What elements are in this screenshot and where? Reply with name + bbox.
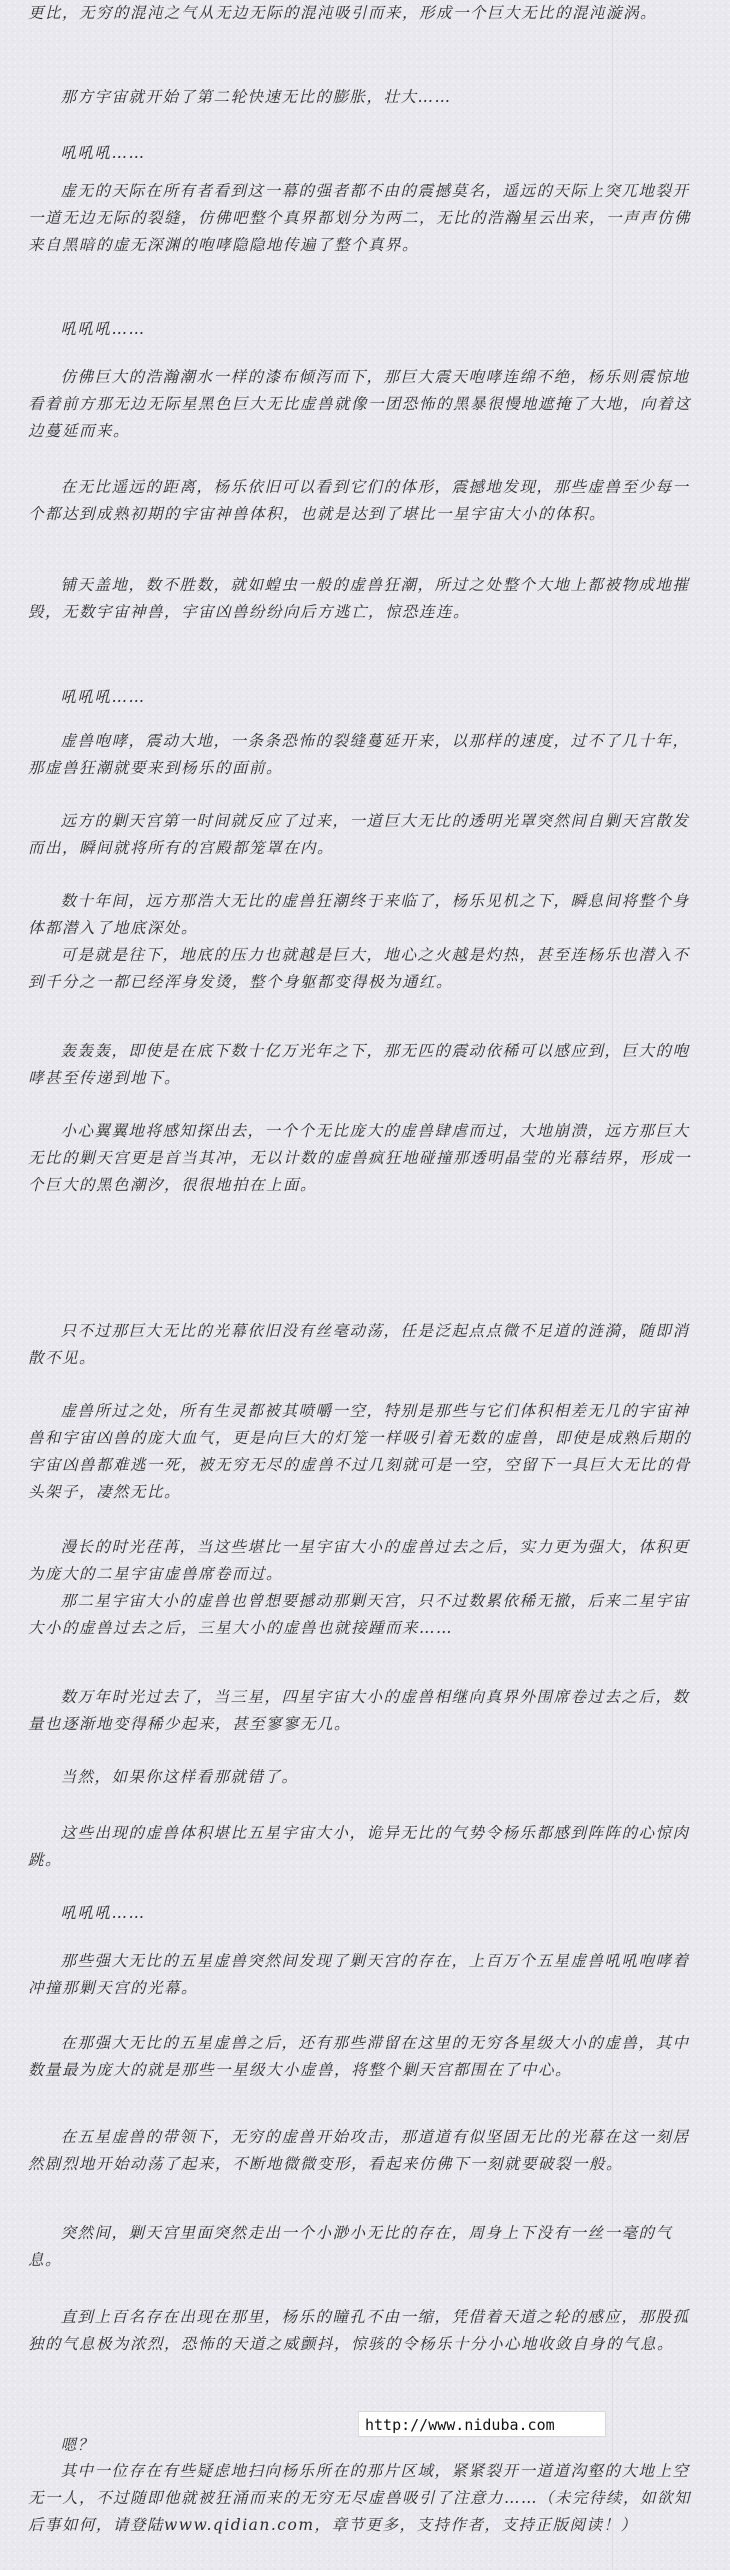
paragraph: 仿佛巨大的浩瀚潮水一样的漆布倾泻而下，那巨大震天咆哮连绵不绝，杨乐则震惊地看着前方那无边无际星黑色巨大无比虚兽就像一团恐怖的黑暴很慢地遮掩了大地，向着这边蔓延而来。 [28, 368, 692, 440]
paragraph: 数十年间，远方那浩大无比的虚兽狂潮终于来临了，杨乐见机之下，瞬息间将整个身体都潜入了地底深处。 [28, 892, 690, 937]
paragraph: 漫长的时光荏苒，当这些堪比一星宇宙大小的虚兽过去之后，实力更为强大，体积更为庞大的二星宇宙虚兽席卷而过。 [28, 1538, 690, 1583]
watermark-url-link[interactable]: http://www.niduba.com [358, 2411, 606, 2437]
paragraph: 在五星虚兽的带领下，无穷的虚兽开始攻击，那道道有似坚固无比的光幕在这一刻居然剧烈地开始动荡了起来，不断地微微变形，看起来仿佛下一刻就要破裂一般。 [28, 2128, 690, 2173]
paragraph: 那些强大无比的五星虚兽突然间发现了剿天宫的存在，上百万个五星虚兽吼吼咆哮着冲撞那剿天宫的光幕。 [28, 1952, 690, 1997]
paragraph: 嗯？ [60, 2436, 95, 2454]
paragraph: 数万年时光过去了，当三星，四星宇宙大小的虚兽相继向真界外围席卷过去之后，数量也逐渐地变得稀少起来，甚至寥寥无几。 [28, 1688, 690, 1733]
paragraph: 可是就是往下，地底的压力也就越是巨大，地心之火越是灼热，甚至连杨乐也潜入不到千分之一都已经浑身发烫，整个身躯都变得极为通红。 [28, 946, 690, 991]
paragraph: 那二星宇宙大小的虚兽也曾想要撼动那剿天宫，只不过数累依稀无撤，后来二星宇宙大小的虚兽过去之后，三星大小的虚兽也就接踵而来…… [28, 1592, 690, 1637]
paragraph: 直到上百名存在出现在那里，杨乐的瞳孔不由一缩，凭借着天道之轮的感应，那股孤独的气息极为浓烈，恐怖的天道之威颤抖，惊骇的令杨乐十分小心地收敛自身的气息。 [28, 2308, 690, 2353]
paragraph: 突然间，剿天宫里面突然走出一个小渺小无比的存在，周身上下没有一丝一毫的气息。 [28, 2224, 673, 2269]
paragraph: 小心翼翼地将感知探出去，一个个无比庞大的虚兽肆虐而过，大地崩溃，远方那巨大无比的剿天宫更是首当其冲，无以计数的虚兽疯狂地碰撞那透明晶莹的光幕结界，形成一个巨大的黑色潮汐，很很地拍在上面。 [28, 1122, 692, 1194]
paragraph: 那方宇宙就开始了第二轮快速无比的膨胀，壮大…… [60, 88, 452, 106]
paragraph: 吼吼吼…… [60, 688, 146, 706]
paragraph: 虚兽咆哮，震动大地，一条条恐怖的裂缝蔓延开来，以那样的速度，过不了几十年，那虚兽狂潮就要来到杨乐的面前。 [28, 732, 690, 777]
paragraph: 远方的剿天宫第一时间就反应了过来，一道巨大无比的透明光罩突然间自剿天宫散发而出，瞬间就将所有的宫殿都笼罩在内。 [28, 812, 690, 857]
paragraph: 吼吼吼…… [60, 1904, 146, 1922]
paragraph: 铺天盖地，数不胜数，就如蝗虫一般的虚兽狂潮，所过之处整个大地上都被物成地摧毁，无数宇宙神兽，宇宙凶兽纷纷向后方逃亡，惊恐连连。 [28, 576, 690, 621]
paragraph: 吼吼吼…… [60, 320, 146, 338]
paragraph: 这些出现的虚兽体积堪比五星宇宙大小，诡异无比的气势令杨乐都感到阵阵的心惊肉跳。 [28, 1824, 690, 1869]
paragraph: 其中一位存在有些疑虑地扫向杨乐所在的那片区域，紧紧裂开一道道沟壑的大地上空无一人，不过随即他就被狂涌而来的无穷无尽虚兽吸引了注意力……（未完待续，如欲知后事如何，请登陆www.qidian.com，章节更多，支持作者，支持正版阅读！） [28, 2462, 692, 2534]
paragraph: 当然，如果你这样看那就错了。 [60, 1768, 299, 1786]
paragraph: 只不过那巨大无比的光幕依旧没有丝毫动荡，任是泛起点点微不足道的涟漪，随即消散不见。 [28, 1322, 690, 1367]
paragraph: 在那强大无比的五星虚兽之后，还有那些滞留在这里的无穷各星级大小的虚兽，其中数量最为庞大的就是那些一星级大小虚兽，将整个剿天宫都围在了中心。 [28, 2034, 690, 2079]
paragraph: 在无比遥远的距离，杨乐依旧可以看到它们的体形，震撼地发现，那些虚兽至少每一个都达到成熟初期的宇宙神兽体积，也就是达到了堪比一星宇宙大小的体积。 [28, 478, 690, 523]
paragraph: 吼吼吼…… [60, 144, 146, 162]
paragraph: 虚无的天际在所有者看到这一幕的强者都不由的震撼莫名，遥远的天际上突兀地裂开一道无边无际的裂缝，仿佛吧整个真界都划分为两二，无比的浩瀚星云出来，一声声仿佛来自黑暗的虚无深渊的咆哮隐隐地传遍了整个真界。 [28, 182, 692, 254]
paragraph: 虚兽所过之处，所有生灵都被其喷嚼一空，特别是那些与它们体积相差无几的宇宙神兽和宇宙凶兽的庞大血气，更是向巨大的灯笼一样吸引着无数的虚兽，即使是成熟后期的宇宙凶兽都难逃一死，被无穷无尽的虚兽不过几刻就可是一空，空留下一具巨大无比的骨头架子，凄然无比。 [28, 1402, 692, 1501]
paragraph: 更比，无穷的混沌之气从无边无际的混沌吸引而来，形成一个巨大无比的混沌漩涡。 [28, 4, 658, 22]
paragraph: 轰轰轰，即使是在底下数十亿万光年之下，那无匹的震动依稀可以感应到，巨大的咆哮甚至传递到地下。 [28, 1042, 690, 1087]
